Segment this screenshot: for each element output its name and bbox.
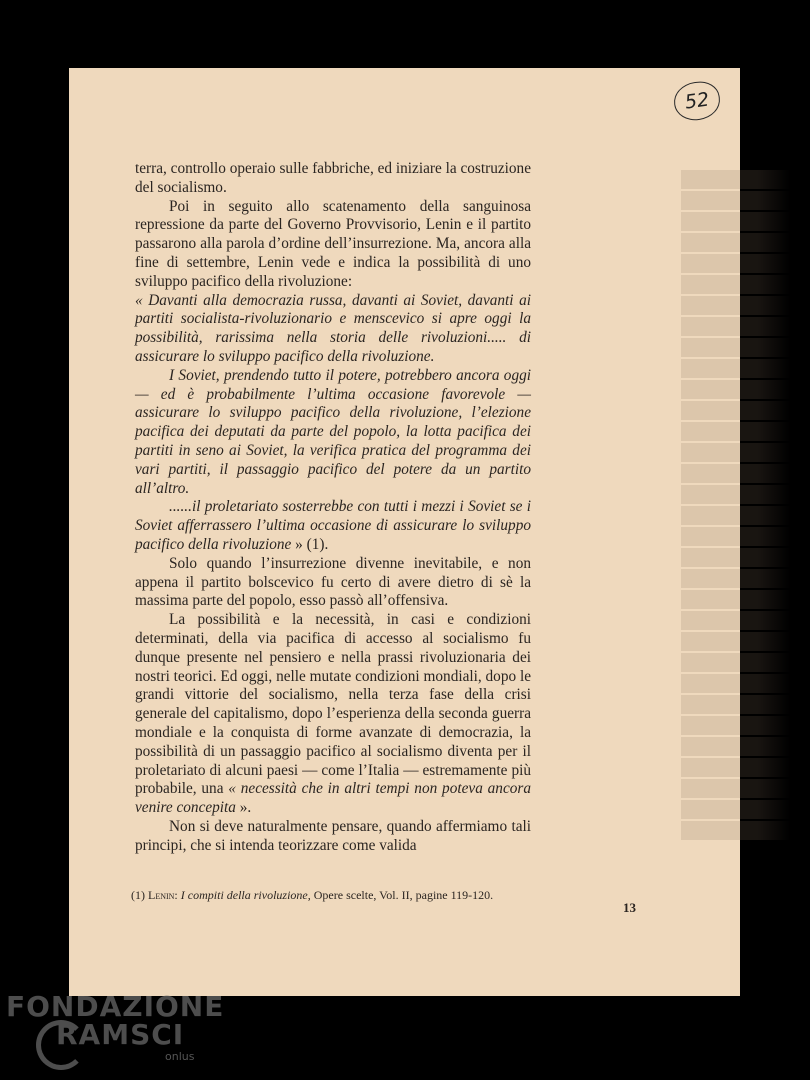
footnote (131, 888, 531, 903)
quote-paragraph: I Soviet, prendendo tutto il potere, potrebbero ancora oggi — ed è probabilmente l’ultima occasione favorevole — assicurare lo sviluppo pacifico della rivoluzione, l’elezione pacifica dei deputati da parte del popolo, la lotta pacifica dei partiti in seno ai Soviet, la verifica pratica del programma dei vari partiti, il passaggio pacifico del potere da un partito all’altro. (135, 366, 531, 497)
document-page (69, 68, 740, 996)
handwritten-page-mark: 52 (672, 79, 723, 123)
body-text (135, 160, 531, 855)
paragraph: Solo quando l’insurrezione divenne inevitabile, e non appena il partito bolscevico fu certo di avere dietro di sè la massima parte del popolo, esso passò all’offensiva. (135, 554, 531, 610)
watermark-line-2: RAMSCI (56, 1018, 185, 1051)
quote-paragraph: « Davanti alla democrazia russa, davanti ai Soviet, davanti ai partiti socialista-rivoluzionario e menscevico si apre oggi la possibilità, rarissima nella storia delle rivoluzioni..... di assicurare lo sviluppo pacifico della rivoluzione. (135, 291, 531, 365)
footnote-ref: » (1). (295, 535, 329, 553)
paragraph (135, 611, 531, 818)
paragraph: Non si deve naturalmente pensare, quando affermiamo tali principi, che si intenda teorizzare come valida (135, 817, 531, 854)
watermark-line-1: FONDAZIONE (6, 990, 225, 1023)
quote-text: ......il proletariato sosterrebbe con tutti i mezzi i Soviet se i Soviet afferrassero l’ultima occasione di assicurare lo sviluppo pacifico della rivoluzione (135, 498, 531, 553)
footnote-author: Lenin: (148, 888, 178, 902)
footnote-rest: Opere scelte, Vol. II, pagine 119-120. (313, 888, 494, 902)
paragraph: terra, controllo operaio sulle fabbriche, ed iniziare la costruzione del socialismo. (135, 160, 531, 196)
quote-text: « necessità che in altri tempi non poteva ancora venire concepita (135, 780, 531, 817)
paragraph: Poi in seguito allo scatenamento della sanguinosa repressione da parte del Governo Provvisorio, Lenin e il partito passarono alla parola d’ordine dell’insurrezione. Ma, ancora alla fine di settembre, Lenin vede e indica la possibilità di uno sviluppo pacifico della rivoluzione: (135, 197, 531, 290)
footnote-marker: (1) (131, 888, 145, 902)
watermark-line-3: onlus (165, 1050, 195, 1063)
page-number: 13 (623, 900, 636, 915)
quote-close: ». (239, 799, 252, 817)
footnote-title: I compiti della rivoluzione, (180, 888, 311, 902)
fondazione-gramsci-watermark (6, 990, 225, 1063)
paragraph-text: La possibilità e la necessità, in casi e condizioni determinati, della via pacifica di accesso al socialismo fu dunque presente nel pensiero e nella prassi rivoluzionaria dei nostri teorici. Ed oggi, nelle mutate condizioni mondiali, dopo le grandi vittorie del socialismo, nella terza fase della crisi generale del capitalismo, dopo l’esperienza della seconda guerra mondiale e la conquista di forme avanzate di democrazia, la possibilità di un passaggio pacifico al socialismo diventa per il proletariato di alcuni paesi — come l’Italia — estremamente più probabile, una (135, 611, 531, 798)
quote-paragraph (135, 498, 531, 554)
show-through-text (681, 168, 801, 948)
